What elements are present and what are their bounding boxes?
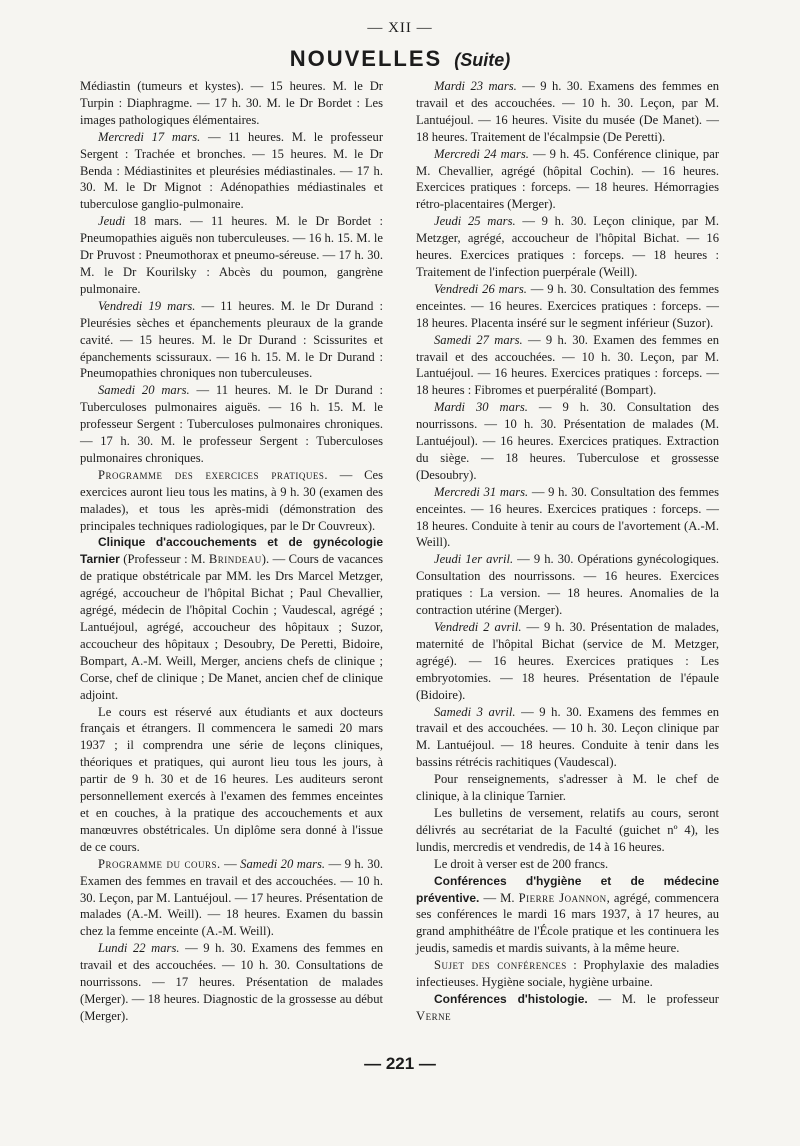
paragraph (416, 281, 719, 332)
text-run-it: Vendredi 19 mars. (98, 298, 196, 313)
paragraph (80, 213, 383, 298)
text-run: — M. (479, 890, 519, 905)
text-run-it: Mardi 23 mars. (434, 79, 517, 93)
text-run-sc: Programme des exercices pratiques. (98, 467, 328, 482)
paragraph (80, 382, 383, 467)
paragraph (80, 78, 383, 129)
paragraph (416, 484, 719, 552)
paragraph (80, 704, 383, 856)
text-run: Les bulletins de versement, relatifs au cours, seront délivrés au secrétariat de la Faculté (guichet nº 4), les lundis, mercredis et vendredis, de 14 à 16 heures. (416, 805, 719, 854)
paragraph (416, 619, 719, 704)
paragraph (416, 399, 719, 484)
text-run-it: Lundi 22 mars. (98, 941, 180, 956)
text-run-sc: Programme du cours. (98, 856, 221, 871)
text-run-sc: Brindeau (208, 552, 262, 567)
text-run: — (220, 856, 241, 871)
text-run: — 9 h. 30. Leçon clinique, par M. Metzger, agrégé, accoucheur de l'hôpital Bichat. — 16 heures. Exercices pratiques : forceps. — 18 heures : Traitement de l'infection puerpérale (Weill). (416, 214, 720, 279)
text-run: — M. le professeur (587, 991, 719, 1006)
text-run: — 9 h. 45. Conférence clinique, par M. Chevallier, agrégé (hôpital Cochin). — 16 heures. Exercices pratiques : forceps. — 18 heures. Hémorragies rétro-placentaires (Merger). (416, 146, 720, 212)
text-run-it: Vendredi 26 mars. (434, 281, 527, 296)
text-run: — 11 heures. M. le Dr Durand : Tuberculoses pulmonaires aiguës. — 16 h. 15. M. le professeur Sergent : Tuberculoses pulmonaires chroniques. — 17 h. 30. M. le professeur Sergent : Tuberculoses pulmonaires chroniques. (80, 383, 383, 465)
text-run: Médiastin (tumeurs et kystes). — 15 heures. M. le Dr Turpin : Diaphragme. — 17 h. 30. M. le Dr Bordet : Les images pathologiques élémentaires. (80, 79, 383, 127)
text-run-hd: Conférences d'hygiène et de médecine préventive. (416, 873, 719, 905)
section-title-text: NOUVELLES (289, 46, 443, 71)
text-run: Pour renseignements, s'adresser à M. le chef de clinique, à la clinique Tarnier. (416, 772, 719, 804)
paragraph (80, 298, 383, 383)
paragraph (80, 129, 383, 214)
text-run: Le cours est réservé aux étudiants et aux docteurs français et étrangers. Il commencera le samedi 20 mars 1937 ; il comprendra une série de leçons cliniques, théoriques et pratiques, qui auront lieu tous les jours, à partir de 9 h. 30 et de 16 heures. Les auditeurs seront personnellement exercés à l'examen des femmes enceintes et en couches, à la pratique des accouchements et aux manœuvres obstétricales. Un diplôme sera donné à l'issue de ce cours. (80, 704, 383, 854)
paragraph (416, 213, 719, 281)
page-number: — 221 — (364, 1054, 436, 1073)
paragraph (416, 78, 719, 146)
paragraph (80, 856, 383, 941)
paragraph (416, 991, 719, 1025)
text-run-it: Mercredi 24 mars. (434, 146, 529, 161)
text-run-it: Samedi 27 mars. (434, 332, 523, 347)
text-run-it: Jeudi 1er avril. (434, 552, 514, 567)
text-run-it: Mercredi 31 mars. (434, 484, 529, 499)
paragraph (416, 805, 719, 856)
paragraph (416, 957, 719, 991)
paragraph (416, 856, 719, 873)
text-run-sc: Verne (416, 1008, 452, 1023)
text-run-sc: Sujet des conférences (434, 958, 567, 973)
text-run-hd: Conférences d'histologie. (434, 991, 588, 1006)
paragraph (416, 771, 719, 805)
text-run: — 9 h. 30. Examens des femmes en travail et des accouchées. — 10 h. 30. Leçon, par M. Lantuéjoul. — 16 heures. Visite du musée (De Manet). — 18 heures. Traitement de l'écalmpsie (De Peretti). (416, 79, 720, 144)
paragraph (416, 551, 719, 619)
text-run-it: Jeudi (98, 214, 126, 229)
text-run-it: Jeudi 25 mars. (434, 214, 516, 229)
text-run-it: Samedi 3 avril. (434, 704, 516, 719)
text-run: — Ces exercices auront lieu tous les matins, à 9 h. 30 (examen des malades), et tous les après-midi (démonstration des principales techniques radiologiques, par le Dr Couvreux). (80, 467, 384, 533)
text-run: — 9 h. 30. Examens des femmes en travail et des accouchées. — 10 h. 30. Leçon clinique par M. Lantuéjoul. — 18 heures. Conduite à tenir dans les bassins rétrécis rachitiques (Vaudescal). (416, 704, 720, 770)
page-roman-numeral: — XII — (367, 20, 433, 36)
paragraph (416, 146, 719, 214)
text-run: — 9 h. 30. Consultation des femmes enceintes. — 16 heures. Exercices pratiques : forceps. — 18 heures. Placenta inséré sur le segment inférieur (Suzor). (416, 281, 719, 330)
text-run: — 9 h. 30. Examens des femmes en travail et des accouchées. — 10 h. 30. Consultations de nourrissons. — 17 heures. Présentation de malades (Merger). — 18 heures. Diagnostic de la grossesse au début (Merger). (80, 941, 383, 1023)
text-run: : Prophylaxie des maladies infectieuses. Hygiène sociale, hygiène urbaine. (416, 958, 719, 990)
text-run-hd: Clinique d'accouchements et de gynécologie Tarnier (80, 535, 383, 567)
text-run: (Professeur : M. (119, 552, 209, 567)
section-title-suffix: (Suite) (454, 50, 511, 70)
right-column (416, 78, 719, 1025)
text-run: — 9 h. 30. Présentation de malades, maternité de l'hôpital Bichat (service de M. Metzger, agrégé). — 16 heures. Exercices pratiques : Les embryotomies. — 18 heures. Présentation de l'épaule (Bidoire). (416, 620, 720, 702)
left-column (80, 78, 383, 1025)
text-run-it: Mardi 30 mars. (434, 400, 528, 415)
paragraph (416, 704, 719, 772)
paragraph (80, 940, 383, 1025)
text-run: , agrégé, commencera ses conférences le mardi 16 mars 1937, à 17 heures, au grand amphithéâtre de l'École pratique et les continuera les jeudis, samedis et mardis suivants, à la même heure. (416, 890, 719, 956)
text-run: — 9 h. 30. Examen des femmes en travail et des accouchées. — 10 h. 30. Leçon, par M. Lantuéjoul. — 16 heures. Exercices pratiques : forceps. — 18 heures : Fibromes et puerpéralité (Bompart). (416, 332, 719, 398)
paragraph (416, 332, 719, 400)
text-run: — 11 heures. M. le Dr Durand : Pleurésies sèches et épanchements pleuraux de la grande cavité. — 15 heures. M. le Dr Durand : Scissurites et épanchements scissuraux. — 16 h. 15. M. le Dr Durand : Pneumopathies chroniques non tuberculeuses. (80, 298, 383, 381)
text-run: — 11 heures. M. le professeur Sergent : Trachée et bronches. — 15 heures. M. le Dr Benda : Médiastinites et pleurésies médiastinales. — 17 h. 30. M. le Dr Mignot : Adénopathies médiastinales et tuberculose ganglio-pulmonaire. (80, 129, 384, 212)
text-run-it: Vendredi 2 avril. (434, 620, 522, 634)
text-run: ). — Cours de vacances de pratique obstétricale par MM. les Drs Marcel Metzger, agrégé, accoucheur de l'hôpital Bichat ; Paul Chevallier, agrégé, médecin de l'hôpital Cochin ; Vaudescal, agrégé ; Lantuéjoul, agrégé, accoucheur des hôpitaux ; Suzor, accoucheur des hôpitaux ; Desoubry, De Peretti, Bidoire, Bompart, A.-M. Weill, Merger, anciens chefs de clinique ; Corse, chef de clinique ; De Manet, ancien chef de clinique adjoint. (80, 552, 384, 702)
text-run: — 9 h. 30. Opérations gynécologiques. Consultation des nourrissons. — 16 heures. Exercices pratiques : La version. — 18 heures. Anomalies de la contraction utérine (Merger). (416, 552, 720, 618)
text-run: 18 mars. — 11 heures. M. le Dr Bordet : Pneumopathies aiguës non tuberculeuses. — 16 h. 15. M. le Dr Pruvost : Pneumothorax et pneumo-séreuse. — 17 h. 30. M. le Dr Kourilsky : Abcès du poumon, gangrène pulmonaire. (80, 214, 383, 296)
text-run: — 9 h. 30. Consultation des nourrissons. — 10 h. 30. Présentation de malades (M. Lantuéjoul). — 16 heures. Exercices pratiques. Extraction du siège. — 18 heures. Tuberculose et grossesse (Desoubry). (416, 400, 719, 482)
text-run-sc: Pierre Joannon (518, 890, 607, 905)
text-run: Le droit à verser est de 200 francs. (434, 856, 609, 871)
paragraph (80, 467, 383, 535)
text-run-it: Samedi 20 mars. (98, 383, 190, 398)
text-run: — 9 h. 30. Consultation des femmes enceintes. — 16 heures. Exercices pratiques : forceps. — 18 heures. Conduite à tenir au cours de l'avortement (A.-M. Weill). (416, 484, 719, 550)
text-run-it: Mercredi 17 mars. (98, 129, 201, 144)
paragraph (80, 534, 383, 703)
text-run: — 9 h. 30. Examen des femmes en travail et des accouchées. — 10 h. 30. Leçon, par M. Lantuéjoul. — 17 heures. Présentation de malades (A.-M. Weill). — 18 heures. Examen du bassin chez la femme enceinte (A.-M. Weill). (80, 856, 384, 939)
section-title (0, 46, 800, 72)
text-run-it: Samedi 20 mars. (240, 856, 326, 871)
paragraph (416, 873, 719, 958)
